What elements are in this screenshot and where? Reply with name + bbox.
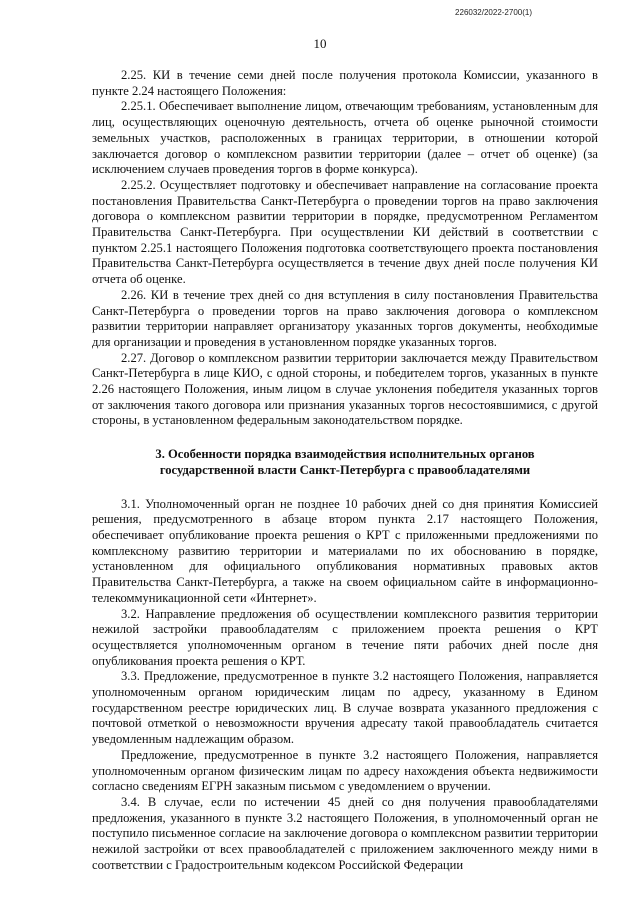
document-body [92,68,598,873]
page-number: 10 [313,36,327,51]
paragraph-2-26: 2.26. КИ в течение трех дней со дня вступления в силу постановления Правительства Санкт-Петербурга о проведении торгов на право заключения договора о комплексном развитии территории направляет организатору указанных торгов документы, необходимые для организации и проведения в установленном порядке указанных торгов. [92,287,598,349]
paragraph-2-25-2: 2.25.2. Осуществляет подготовку и обеспечивает направление на согласование проекта постановления Правительства Санкт-Петербурга о проведении торгов на право заключения договора о комплексном развитии территории в порядке, предусмотренном Регламентом Правительства Санкт-Петербурга. При осуществлении КИ действий в соответствии с пунктом 2.25.1 настоящего Положения подготовка соответствующего проекта постановления Правительства Санкт-Петербурга осуществляется в течение двух дней после получения КИ отчета об оценке. [92,177,598,287]
document-number: 226032/2022-2700(1) [455,8,532,17]
section-heading-line2: государственной власти Санкт-Петербурга с правообладателями [159,462,531,477]
paragraph-3-1: 3.1. Уполномоченный орган не позднее 10 рабочих дней со дня принятия Комиссией решения, предусмотренного в абзаце втором пункта 2.17 настоящего Положения, обеспечивает опубликование проекта решения о КРТ с приложенными предложениями по комплексному развитию территории и материалами по их обоснованию в порядке, установленном для официального опубликования нормативных правовых актов Правительства Санкт-Петербурга, а также на своем официальном сайте в информационно-телекоммуникационной сети «Интернет». [92,496,598,605]
section-heading [92,447,598,478]
paragraph-2-27: 2.27. Договор о комплексном развитии территории заключается между Правительством Санкт-Петербурга в лице КИО, с одной стороны, и победителем торгов, указанных в пункте 2.26 настоящего Положения, иным лицом в случае уклонения победителя указанных торгов от заключения такого договора или признания указанных торгов несостоявшимися, с другой стороны, в установленном федеральным законодательством порядке. [92,350,598,428]
paragraph-2-25: 2.25. КИ в течение семи дней после получения протокола Комиссии, указанного в пункте 2.24 настоящего Положения: [92,68,598,98]
paragraph-2-25-1: 2.25.1. Обеспечивает выполнение лицом, отвечающим требованиям, установленным для лиц, осуществляющих оценочную деятельность, отчета об оценке рыночной стоимости земельных участков, расположенных в границах территории, в отношении которой заключается договор о комплексном развитии территории (далее – отчет об оценке) (за исключением случаев проведения торгов в форме конкурса). [92,99,598,177]
section-heading-line1: 3. Особенности порядка взаимодействия исполнительных органов [155,447,535,462]
paragraph-3-3: 3.3. Предложение, предусмотренное в пункте 3.2 настоящего Положения, направляется уполномоченным органом юридическим лицам по адресу, указанному в Едином государственном реестре юридических лиц. В случае возврата указанного предложения с почтовой отметкой о невозможности вручения адресату такой правообладатель считается уведомленным надлежащим образом. [92,669,598,747]
paragraph-3-3-continued: Предложение, предусмотренное в пункте 3.2 настоящего Положения, направляется уполномоченным органом физическим лицам по адресу нахождения объекта недвижимости согласно сведениям ЕГРН заказным письмом с уведомлением о вручении. [92,747,598,794]
paragraph-3-4: 3.4. В случае, если по истечении 45 дней со дня получения правообладателями предложения, указанного в пункте 3.2 настоящего Положения, в уполномоченный орган не поступило письменное согласие на заключение договора о комплексном развитии территории нежилой застройки от всех правообладателей с приложением заключенного между ними в соответствии с Градостроительным кодексом Российской Федерации [92,794,598,872]
paragraph-3-2: 3.2. Направление предложения об осуществлении комплексного развития территории нежилой застройки правообладателям с приложением проекта решения о КРТ осуществляется уполномоченным органом в течение пяти рабочих дней после дня опубликования проекта решения о КРТ. [92,606,598,668]
